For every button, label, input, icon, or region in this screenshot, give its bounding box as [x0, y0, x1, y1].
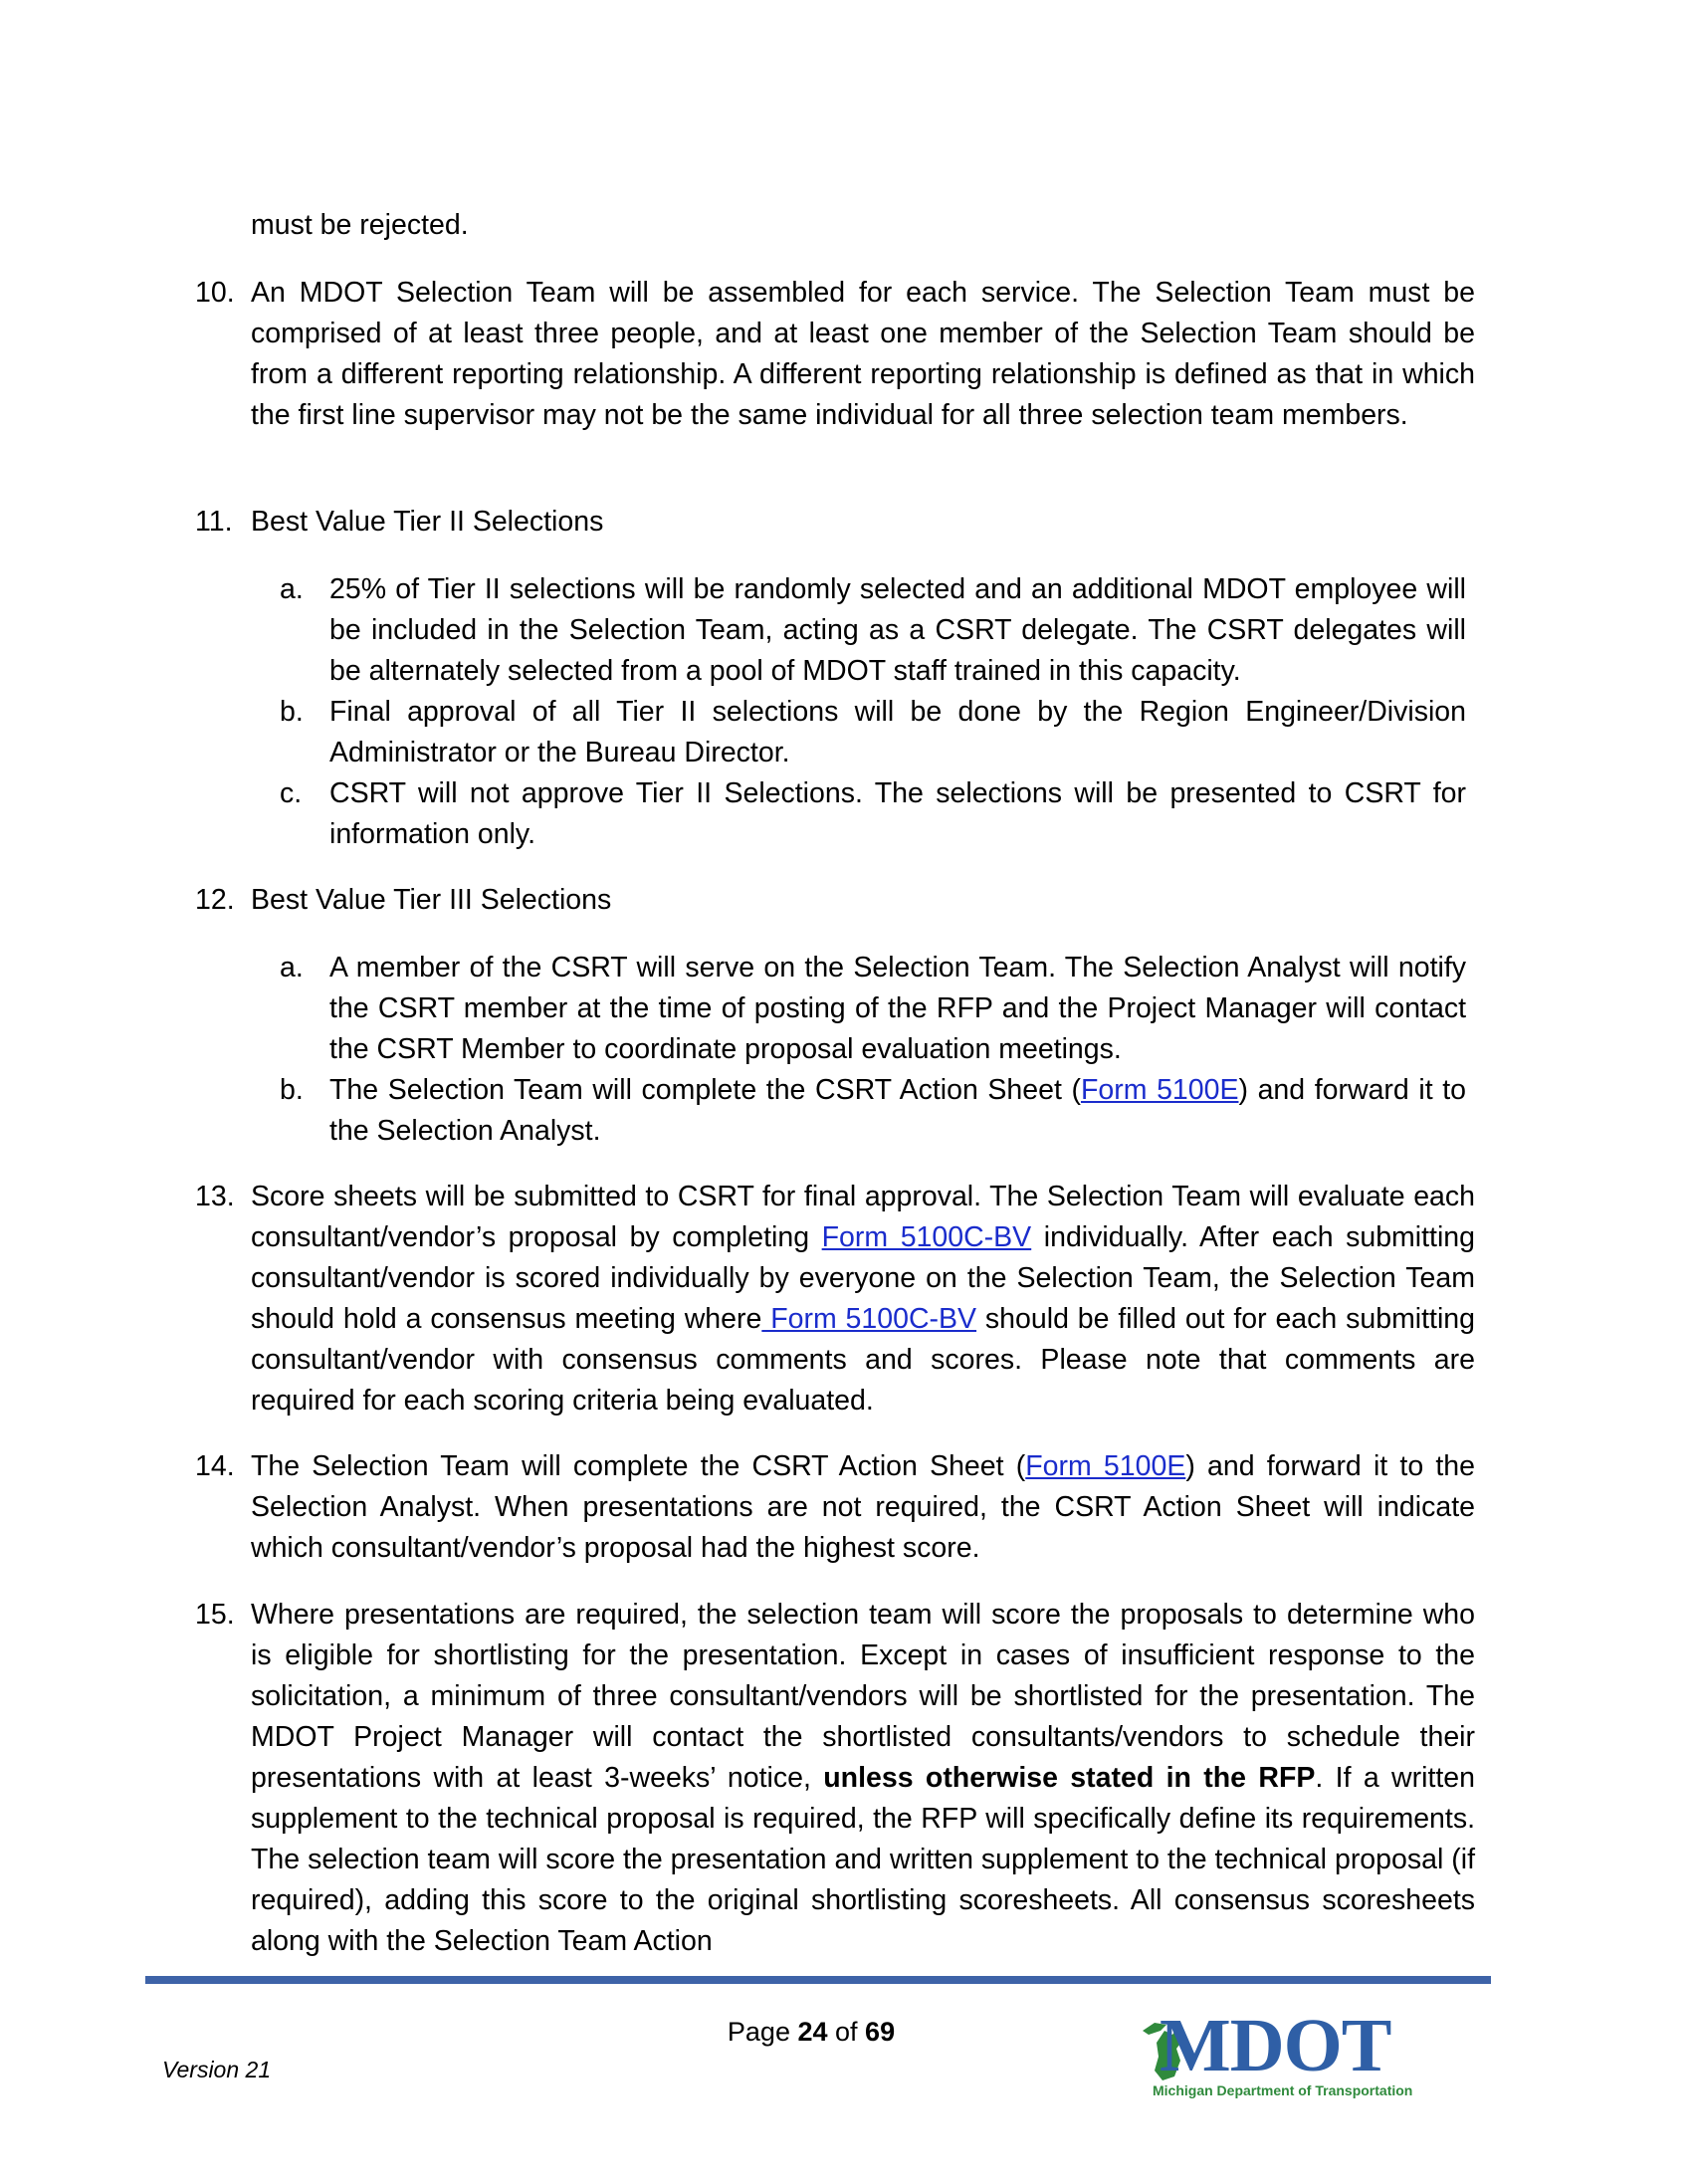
list-item-text: ) and forward it to the Selection Analyst. When presentations are not required, the CSRT Action Sheet will indicate which consultant/vendor’s proposal had the highest score.	[251, 1450, 1475, 1564]
sub-item-text: Final approval of all Tier II selections will be done by the Region Engineer/Division Administrator or the Bureau Director.	[329, 696, 1466, 768]
list-item-text: Best Value Tier II Selections	[251, 506, 604, 538]
list-item-text: Score sheets will be submitted to CSRT for final approval. The Selection Team will evaluate each consultant/vendor’s proposal by completing	[251, 1181, 1475, 1253]
sub-letter: a.	[280, 952, 304, 983]
carryover-line: must be rejected.	[251, 209, 469, 241]
form-5100e-link[interactable]: Form 5100E	[1080, 1074, 1239, 1106]
list-item-14	[195, 1446, 1475, 1569]
sub-letter: b.	[280, 1074, 304, 1106]
list-item-text: . If a written supplement to the technical proposal is required, the RFP will specifically define its requirements. The selection team will score the presentation and written supplement to the technical proposal (if required), adding this score to the original shortlisting scoresheets. All consensus scoresheets along with the Selection Team Action	[251, 1762, 1476, 1957]
sub-item-text: 25% of Tier II selections will be randomly selected and an additional MDOT employee will be included in the Selection Team, acting as a CSRT delegate. The CSRT delegates will be alternately selected from a pool of MDOT staff trained in this capacity.	[329, 573, 1466, 687]
list-item-text: The Selection Team will complete the CSRT Action Sheet (	[251, 1450, 1026, 1482]
sub-letter: c.	[280, 777, 303, 809]
version-label: Version 21	[162, 2057, 272, 2082]
form-5100e-link[interactable]: Form 5100E	[1025, 1450, 1186, 1482]
logo-wordmark: MDOT	[1160, 2004, 1391, 2087]
list-number: 12.	[195, 884, 235, 916]
sub-item-text: A member of the CSRT will serve on the Selection Team. The Selection Analyst will notify the CSRT member at the time of posting of the RFP and the Project Manager will contact the CSRT Member to coordinate proposal evaluation meetings.	[329, 952, 1466, 1065]
list-number: 10.	[195, 277, 235, 309]
list-number: 14.	[195, 1450, 235, 1482]
sub-item-11a	[280, 569, 1466, 692]
page-of: of	[827, 2017, 866, 2047]
sub-item-12b	[280, 1070, 1466, 1152]
list-item-12	[195, 880, 1475, 921]
footer-rule	[145, 1976, 1491, 1984]
list-item-text: Best Value Tier III Selections	[251, 884, 612, 916]
form-5100c-bv-link[interactable]: Form 5100C-BV	[821, 1221, 1032, 1253]
logo-subtext: Michigan Department of Transportation	[1153, 2082, 1413, 2098]
sub-item-text: The Selection Team will complete the CSRT Action Sheet (	[329, 1074, 1081, 1106]
list-item-13	[195, 1177, 1476, 1421]
list-number: 11.	[195, 506, 233, 538]
page-prefix: Page	[727, 2017, 798, 2047]
carryover-text	[251, 205, 1475, 246]
sub-item-11c	[280, 773, 1466, 855]
list-item-11	[195, 502, 1475, 543]
page-current: 24	[797, 2017, 828, 2047]
sub-item-text: ) and forward it to the Selection Analyst.	[329, 1074, 1466, 1147]
sub-item-11b	[280, 692, 1466, 773]
list-item-15	[195, 1595, 1476, 1962]
list-item-text: individually. After each submitting consultant/vendor is scored individually by everyone on the Selection Team, the Selection Team should hold a consensus meeting where	[251, 1221, 1476, 1335]
list-number: 15.	[195, 1599, 235, 1631]
sub-item-text: CSRT will not approve Tier II Selections. The selections will be presented to CSRT for information only.	[329, 777, 1466, 850]
sub-letter: a.	[280, 573, 304, 605]
sub-item-12a	[280, 948, 1466, 1070]
sub-letter: b.	[280, 696, 304, 728]
page-total: 69	[865, 2017, 896, 2047]
emphasis-text: unless otherwise stated in the RFP	[823, 1762, 1316, 1794]
list-item-text: Where presentations are required, the selection team will score the proposals to determine who is eligible for shortlisting for the presentation. Except in cases of insufficient response to the solicitation, a minimum of three consultant/vendors will be shortlisted for the presentation. The MDOT Project Manager will contact the shortlisted consultants/vendors to schedule their presentations with at least 3-weeks’ notice,	[251, 1599, 1475, 1794]
list-item-10	[195, 273, 1475, 436]
form-5100c-bv-link[interactable]: Form 5100C-BV	[761, 1303, 977, 1335]
list-item-text: should be filled out for each submitting consultant/vendor with consensus comments and scores. Please note that comments are required for each scoring criteria being evaluated.	[251, 1303, 1476, 1417]
list-item-text: An MDOT Selection Team will be assembled for each service. The Selection Team must be comprised of at least three people, and at least one member of the Selection Team should be from a different reporting relationship. A different reporting relationship is defined as that in which the first line supervisor may not be the same individual for all three selection team members.	[251, 277, 1475, 431]
list-number: 13.	[195, 1181, 235, 1212]
